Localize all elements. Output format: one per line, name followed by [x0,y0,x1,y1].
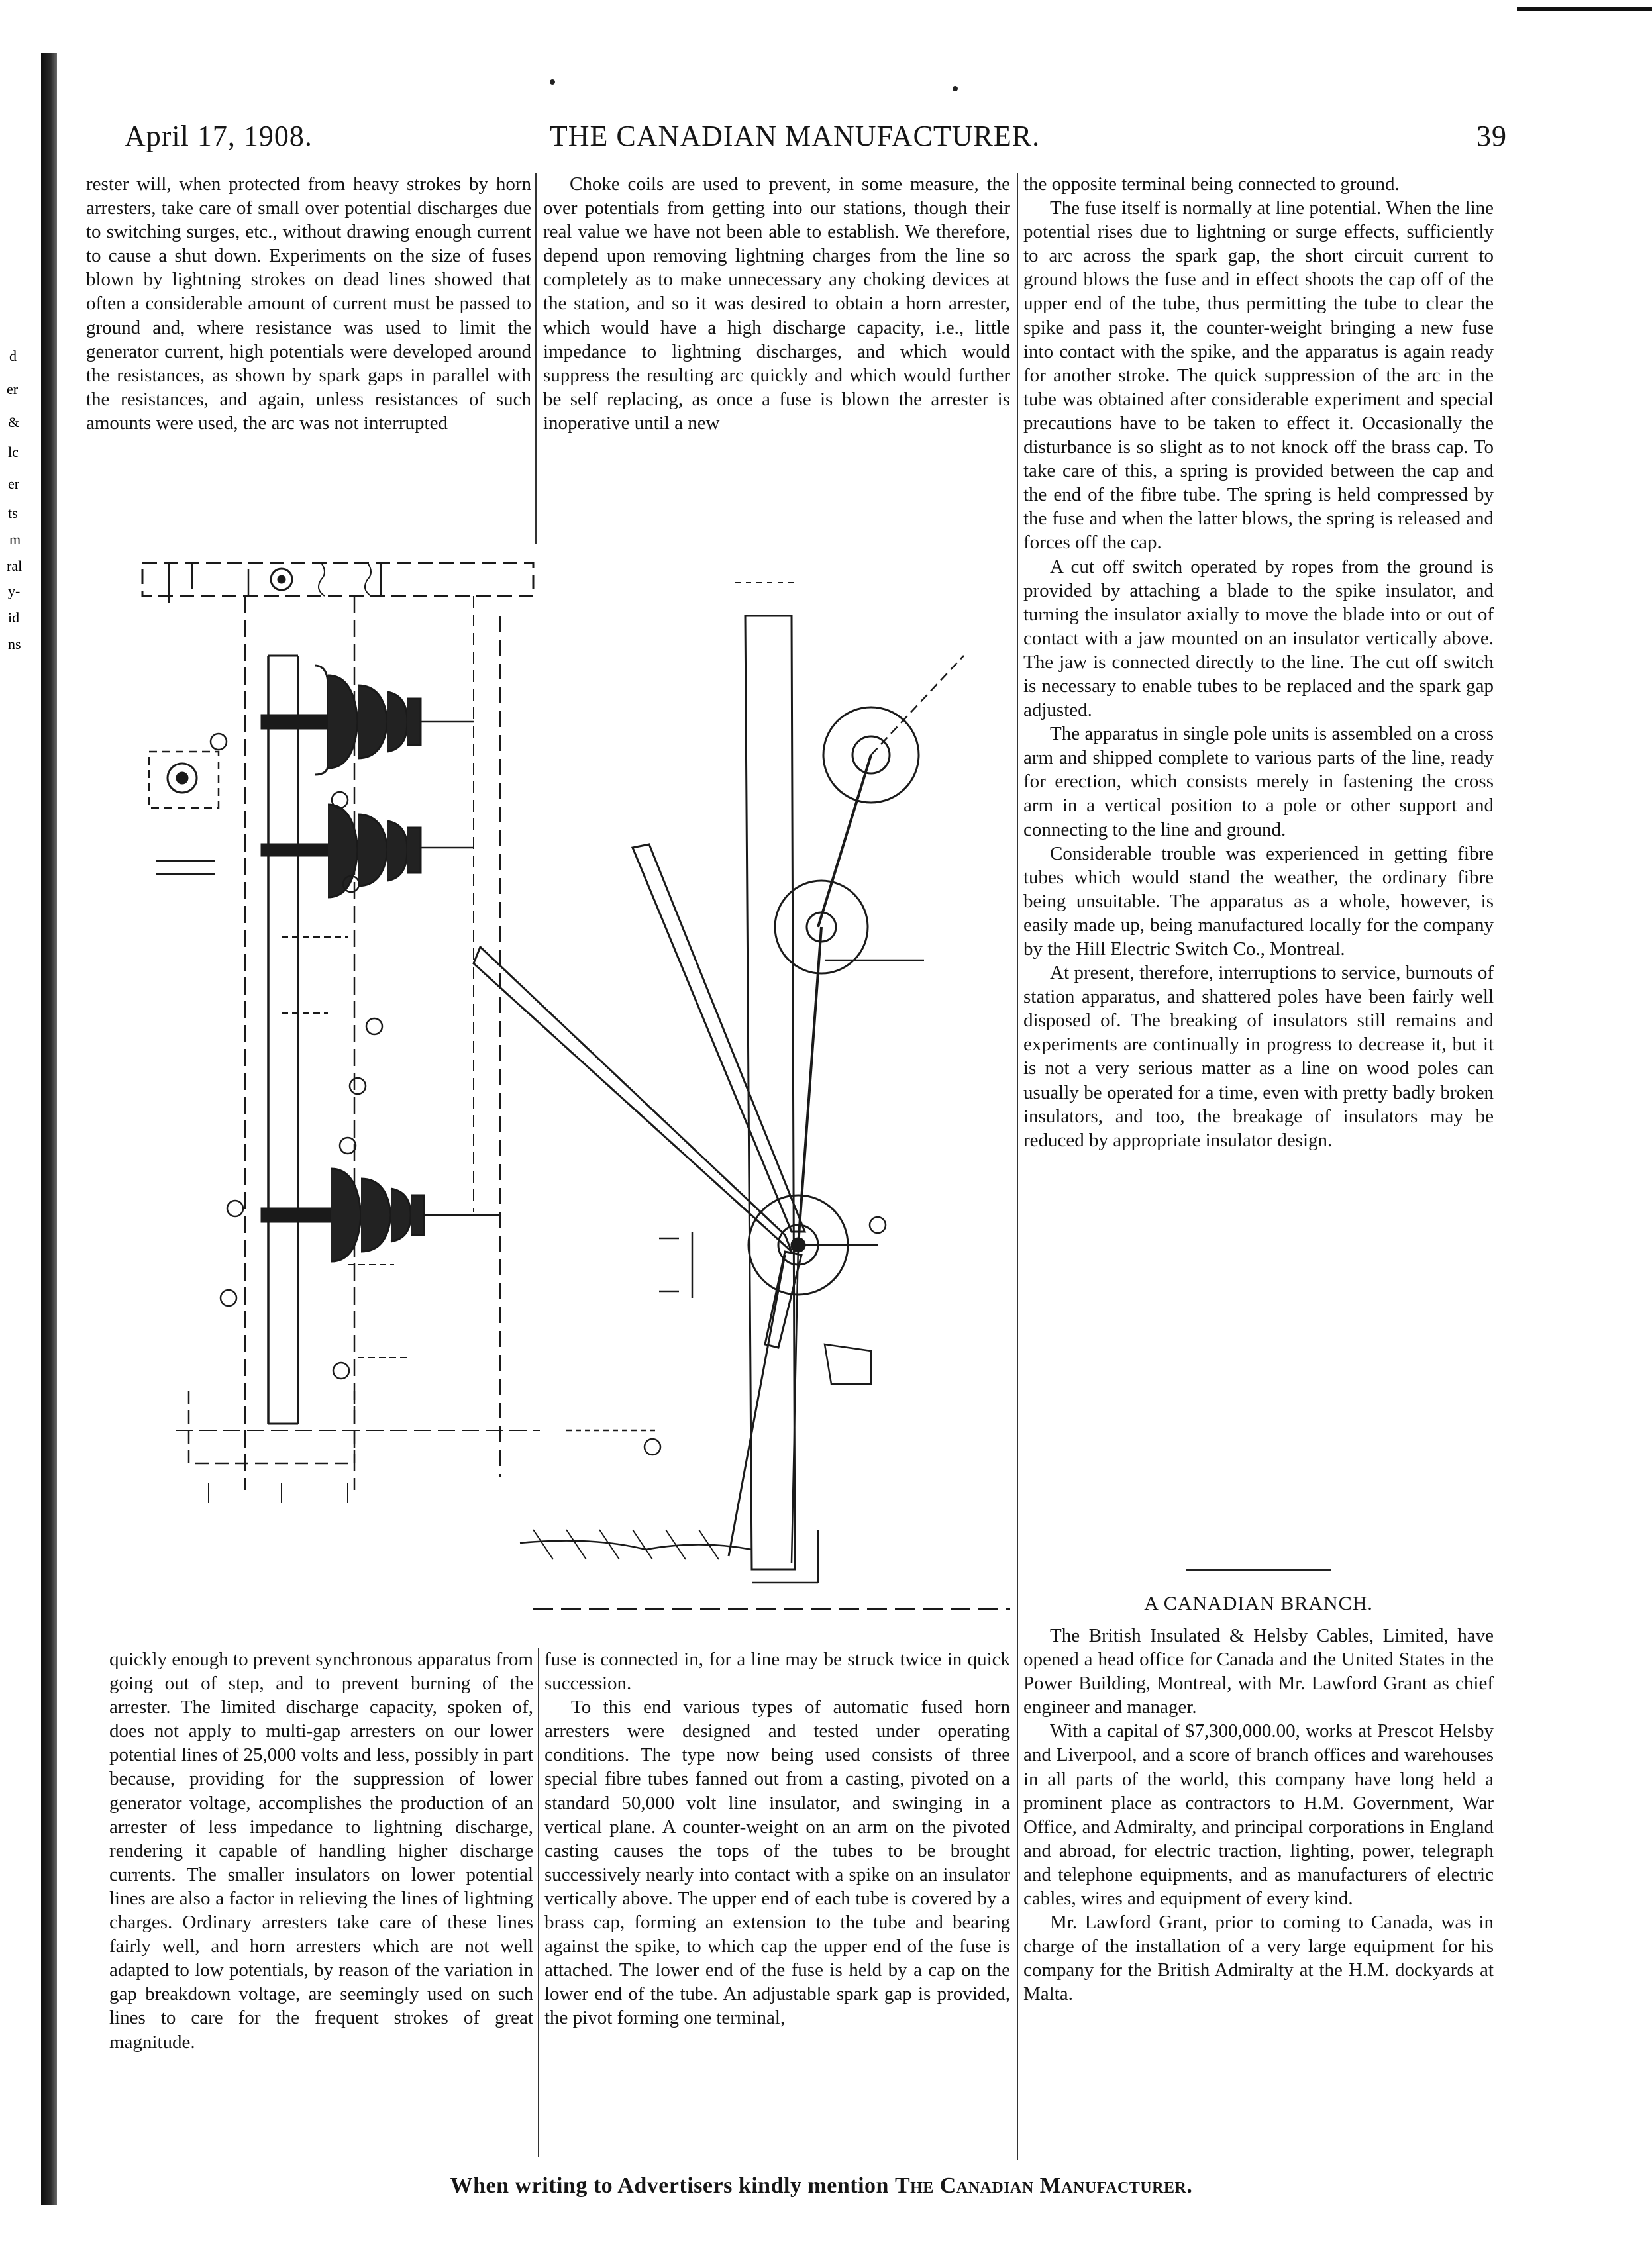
label-leader [156,861,215,874]
body-paragraph: Considerable trouble was experienced in getting fibre tubes which would stand the weather, the ordinary fibre being unsuitable. The apparatus as a whole, however, is easily made up, being manufactured locally for the company by the Hill Electric Switch Co., Montreal. [1023,842,1494,960]
lower-insulator-side [262,1169,424,1261]
body-paragraph: rester will, when protected from heavy strokes by horn arresters, take care of small over potential discharges due to switching surges, etc., without drawing enough current to cause a shut down. Experiments on the size of fuses blown by lightning strokes on dead lines showed that often a considerable amount of current must be passed to ground and, where resistance was used to limit the generator current, high potentials were developed around the resistances, as shown by spark gaps in parallel with the resistances, and again, unless resistances of such amounts were used, the arc was not interrupted [86,173,531,434]
page-number: 39 [1476,120,1507,152]
margin-fragment: lc [8,444,19,460]
branch-article [1023,1624,1494,2006]
middle-insulator-side [262,805,421,897]
column-2-top [543,172,1010,435]
footer-lead: When writing to Advertisers kindly mention [450,2173,889,2198]
column-1-bottom [109,1648,533,2054]
header-date: April 17, 1908. [125,120,313,152]
body-paragraph: fuse is connected in, for a line may be struck twice in quick succession. [544,1649,1010,1695]
footer-publication: The Canadian Manufacturer. [894,2173,1193,2198]
body-paragraph: the opposite terminal being connected to ground. [1023,173,1400,195]
body-paragraph: quickly enough to prevent synchronous apparatus from going out of step, and to prevent burning of the arrester. The limited discharge capacity, spoken of, does not apply to multi-gap arresters on our lower potential lines of 25,000 volts and less, possibly in part because, providing for the suppression of lower generator voltage, accomplishes the production of an arrester of less impedance to lightning discharge, rendering it capable of handling higher discharge currents. The smaller insulators on lower potential lines are also a factor in relieving the lines of lightning charges. Ordinary arresters take care of these lines fairly well, and horn arresters which are not well adapted to low potentials, by reason of the variation in gap breakdown voltage, are seemingly used on such lines to care for the frequent strokes of great magnitude. [109,1649,533,2053]
body-paragraph: The British Insulated & Helsby Cables, Limited, have opened a head office for Canada and the United States in the Power Building, Montreal, with Mr. Lawford Grant as chief engineer and manager. [1023,1625,1494,1718]
margin-fragment: d [9,348,17,364]
margin-fragment: id [8,609,20,626]
margin-fragment: ts [8,505,18,521]
column-rule [1017,173,1018,2160]
body-paragraph: Mr. Lawford Grant, prior to coming to Canada, was in charge of the installation of a very large equipment for his company for the British Admiralty at the H.M. dockyards at Malta. [1023,1912,1494,2005]
publication-title: THE CANADIAN MANUFACTURER. [549,120,1041,152]
header-speck [953,86,958,91]
margin-fragment: ns [8,636,21,652]
advertiser-footer [192,2173,1451,2198]
margin-fragment: y- [8,583,21,599]
body-paragraph: At present, therefore, interruptions to service, burnouts of station apparatus, and shattered poles have been fairly well disposed of. The breaking of insulators still remains and experiments are continually in progress to decrease it, but it is not a very serious matter as a line on wood poles can usually be operated for a time, even with pretty badly broken insulators, and too, the breakage of insulators may be reduced by appropriate insulator design. [1023,962,1494,1151]
fibre-tube-1 [474,947,792,1252]
margin-fragment: & [8,414,20,430]
top-corner-rule [1517,7,1652,11]
column-2-bottom [544,1648,1010,2030]
section-heading: A CANADIAN BRANCH. [1144,1593,1373,1614]
item-callouts [211,734,886,1455]
upper-insulator-side [262,666,421,775]
left-margin-fragments [0,0,46,2268]
margin-fragment: er [7,381,19,397]
body-paragraph: The fuse itself is normally at line potential. When the line potential rises due to lightning or surge effects, sufficiently to arc across the spark gap, the short circuit current to ground blows the fuse and in effect shoots the cap off of the upper end of the tube, thus permitting the tube to clear the spike and pass it, the counter-weight bringing a new fuse into contact with the spike, and the apparatus is again ready for another stroke. The quick suppression of the arc in the tube was obtained after considerable experiment and special precautions have to be taken to effect it. Occasionally the disturbance is so slight as to not knock off the brass cap. To take care of this, a spring is provided between the cap and the end of the fibre tube. The spring is held compressed by the fuse and when the latter blows, the spring is released and forces off the cap. [1023,197,1494,554]
header-speck [550,79,555,85]
margin-fragment: ral [7,558,23,574]
section-rule [1186,1569,1331,1571]
margin-fragment: m [9,531,21,548]
column-3 [1023,172,1494,1152]
column-1-top [86,172,531,435]
vertical-bracket [268,656,298,1424]
ground-line [520,1541,752,1550]
body-paragraph: With a capital of $7,300,000.00, works at Prescot Helsby and Liverpool, and a score of branch offices and warehouses in all parts of the world, this company have long held a prominent place as contractors to H.M. Government, War Office, and Admiralty, and principal corporations in England and abroad, for electric traction, lighting, power, telegraph and telephone equipments, and as manufacturers of electric cables, wires and equipment of every kind. [1023,1720,1494,1910]
body-paragraph: The apparatus in single pole units is assembled on a cross arm and shipped complete to various parts of the line, ready for erection, which consists merely in fastening the cross arm in a vertical position to a pole or other support and connecting to the line and ground. [1023,723,1494,840]
body-paragraph: Choke coils are used to prevent, in some measure, the over potentials from getting into our stations, though their real value we have not been able to establish. We therefore, depend upon removing lightning charges from the line so completely as to make unnecessary any choking devices at the station, and so it was desired to obtain a horn arrester, which would have a high discharge capacity, i.e., little impedance to lightning discharges, and which would suppress the resulting arc quickly and which would further be self replacing, as once a fuse is blown the arrester is inoperative until a new [543,173,1010,434]
column-rule [535,173,537,544]
body-paragraph: To this end various types of automatic fused horn arresters were designed and tested under operating conditions. The type now being used consists of three special fibre tubes fanned out from a casting, pivoted on a standard 50,000 volt line insulator, and swinging in a vertical plane. A counter-weight on an arm on the pivoted casting causes the tops of the tubes to be brought successively nearly into contact with a spike on an insulator vertically above. The upper end of each tube is covered by a brass cap, forming an extension to the tube and bearing against the spike, to which cap the upper end of the fuse is attached. The lower end of the fuse is held by a cap on the lower end of the tube. An adjustable spark gap is provided, the pivot forming one terminal, [544,1697,1010,2029]
break-lines [319,563,371,596]
column-rule [538,1648,539,2157]
horn-arrester-drawing [129,550,1010,1636]
body-paragraph: A cut off switch operated by ropes from the ground is provided by attaching a blade to the spike insulator, and turning the insulator axially to move the blade into or out of contact with a jaw mounted on an insulator vertically above. The jaw is connected directly to the line. The cut off switch is necessary to enable tubes to be replaced and the spark gap adjusted. [1023,556,1494,721]
top-cross-arm [142,563,533,596]
margin-fragment: er [8,475,20,492]
